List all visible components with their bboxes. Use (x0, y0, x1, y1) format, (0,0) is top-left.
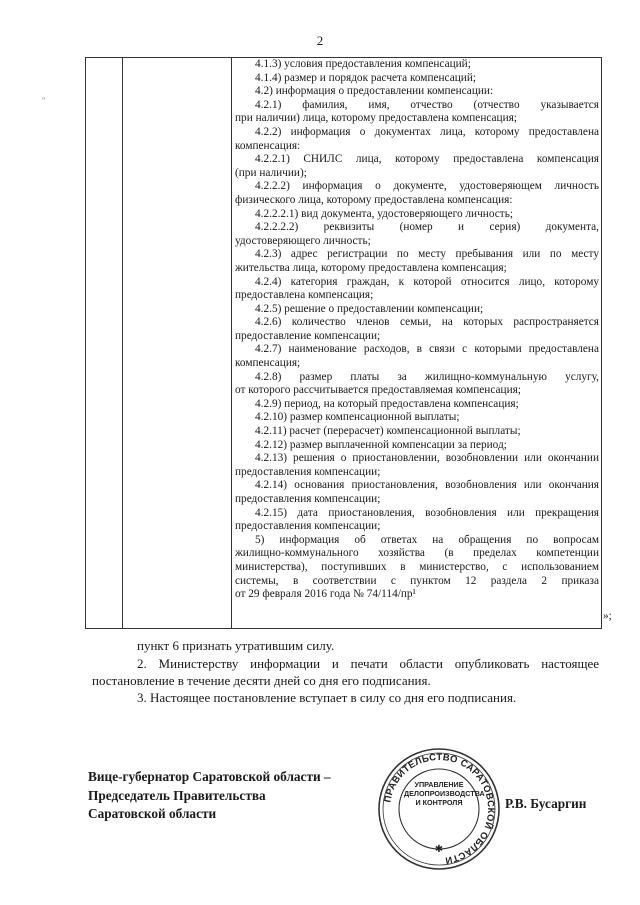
table-text-line: компенсация: (235, 139, 301, 152)
table-text-line: 5) информация об ответах на обращения по вопросам (255, 533, 599, 546)
table-text-line: 4.1.3) условия предоставления компенсаций; (255, 58, 471, 70)
signatory-title (88, 768, 331, 824)
table-text-line: 4.2.2.2) информация о документе, удостоверяющем личность (255, 180, 599, 193)
table-text-line: предоставлена компенсация; (235, 289, 374, 302)
signatory-title-line: Председатель Правительства (88, 787, 266, 803)
margin-mark: " (42, 96, 46, 105)
table-text-line: от 29 февраля 2016 года № 74/114/пр¹ (235, 588, 416, 601)
body-line: 2. Министерству информации и печати области опубликовать настоящее (137, 656, 599, 671)
table-cell-text (235, 58, 599, 602)
table-text-line: физического лица, которому предоставлена компенсация: (235, 193, 513, 206)
table-text-line: предоставления компенсации; (235, 465, 381, 478)
body-line: постановление в течение десяти дней со дня его подписания. (92, 673, 431, 688)
table-text-line: жилищно-коммунального хозяйства (в пределах компетенции (235, 547, 599, 560)
table-text-line: предоставление компенсации; (235, 329, 381, 342)
table-text-line: 4.1.4) размер и порядок расчета компенсаций; (255, 71, 477, 84)
stamp-seal-icon (377, 747, 501, 871)
body-paragraph (92, 689, 599, 706)
table-text-line: 4.2.13) решения о приостановлении, возобновлении или окончании (255, 452, 599, 465)
table-text-line: 4.2.2.1) СНИЛС лица, которому предоставлена компенсация (255, 153, 599, 166)
table-text-line: предоставления компенсации; (235, 520, 381, 533)
table-text-line: от которого рассчитывается предоставляемая компенсация; (235, 384, 521, 397)
table-text-line: 4.2.7) наименование расходов, в связи с которыми предоставлена (255, 343, 599, 356)
stamp-center-text (404, 780, 485, 807)
signatory-title-line: Саратовской области (88, 806, 217, 821)
table-text-line: 4.2.9) период, на который предоставлена компенсация; (255, 397, 519, 410)
table-text-line: 4.2.14) основания приостановления, возобновления или окончания (255, 479, 599, 492)
page-number: 2 (316, 33, 324, 48)
closing-quote: »; (603, 610, 612, 622)
table-text-line: 4.2.1) фамилия, имя, отчество (отчество указывается (255, 98, 599, 111)
body-paragraph (92, 655, 599, 689)
table-text-line: предоставления компенсации; (235, 493, 381, 505)
body-line: 3. Настоящее постановление вступает в силу со дня его подписания. (137, 690, 517, 705)
body-line: пункт 6 признать утратившим силу. (137, 638, 335, 653)
table-text-line: 4.2.8) размер платы за жилищно-коммунальную услугу, (255, 370, 599, 383)
stamp-star: ✱ (434, 844, 444, 855)
table-text-line: 4.2.6) количество членов семьи, на которых распространяется (255, 316, 599, 329)
table-text-line: при наличии) лица, которому предоставлена компенсация; (235, 112, 517, 125)
table-text-line: 4.2.2.2.1) вид документа, удостоверяющего личность; (255, 207, 513, 220)
table-text-line: компенсация; (235, 357, 301, 370)
table-text-line: 4.2.3) адрес регистрации по месту пребывания или по месту (255, 248, 599, 261)
stamp-center-line: ДЕЛОПРОИЗВОДСТВА (404, 789, 485, 798)
stamp-center-line: УПРАВЛЕНИЕ (414, 780, 464, 789)
signatory-name: Р.В. Бусаргин (505, 796, 587, 811)
table-text-line: 4.2.5) решение о предоставлении компенсации; (255, 302, 484, 315)
table-column-divider (231, 58, 232, 628)
table-text-line: 4.2.4) категория граждан, к которой относится лицо, которому (255, 275, 599, 288)
table-column-divider (122, 58, 123, 628)
official-stamp (377, 747, 501, 871)
table-text-line: жительства лица, которому предоставлена компенсация; (235, 261, 507, 274)
table-text-line: 4.2.2) информация о документах лица, которому предоставлена (255, 125, 599, 138)
body-paragraph (92, 637, 599, 654)
table-text-line: 4.2.12) размер выплаченной компенсации за период; (255, 438, 507, 451)
table-text-line: 4.2.10) размер компенсационной выплаты; (255, 411, 460, 424)
table-text-line: (при наличии); (235, 166, 307, 179)
table-text-line: министерства), поступивших в министерство, с использованием (235, 560, 599, 573)
table-text-line: 4.2.11) расчет (перерасчет) компенсационной выплаты; (255, 425, 521, 438)
table-text-line: 4.2) информация о предоставлении компенсации: (255, 85, 494, 98)
table-text-line: 4.2.15) дата приостановления, возобновления или прекращения (255, 506, 599, 519)
amendment-table (85, 57, 602, 629)
stamp-ring-text: ПРАВИТЕЛЬСТВО САРАТОВСКОЙ ОБЛАСТИ (381, 750, 498, 867)
table-text-line: системы, в соответствии с пунктом 12 раздела 2 приказа (235, 574, 599, 587)
signatory-title-line: Вице-губернатор Саратовской области – (88, 769, 331, 784)
table-text-line: удостоверяющего личность; (235, 234, 371, 247)
table-text-line: 4.2.2.2.2) реквизиты (номер и серия) документа, (255, 221, 599, 234)
stamp-center-line: И КОНТРОЛЯ (415, 798, 463, 807)
